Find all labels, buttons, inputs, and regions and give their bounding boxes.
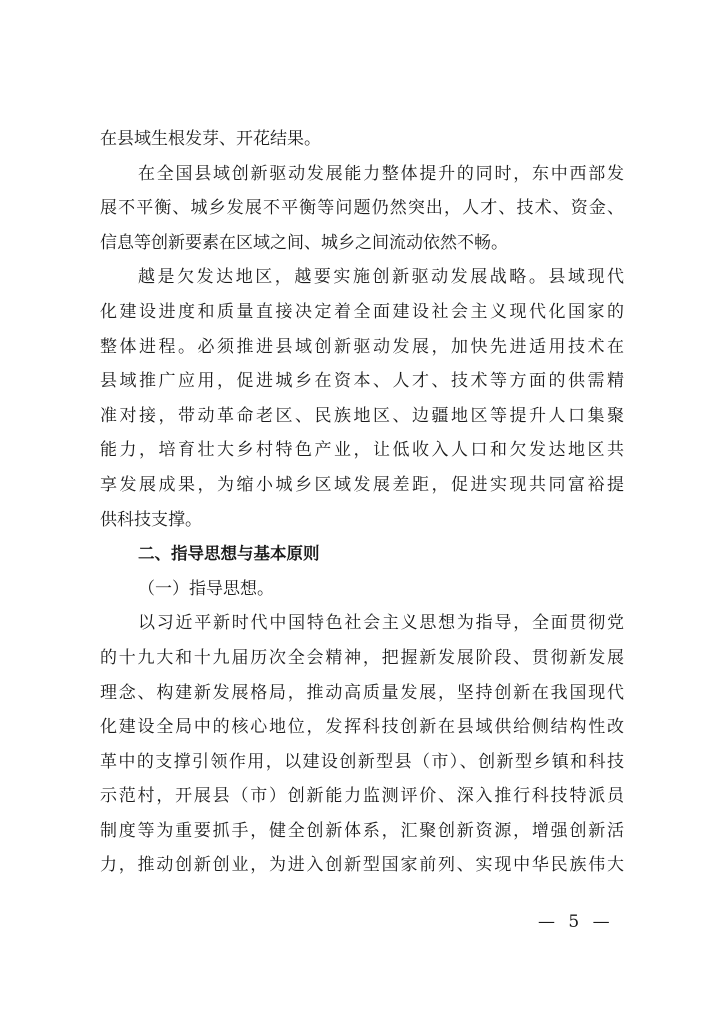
text-line: 享发展成果，为缩小城乡区域发展差距，促进实现共同富裕提 [100,474,624,495]
text-line: 化建设全局中的核心地位，发挥科技创新在县域供给侧结构性改 [100,717,624,738]
text-line: 信息等创新要素在区域之间、城乡之间流动依然不畅。 [100,232,508,253]
section-heading: 二、指导思想与基本原则 [138,544,320,564]
text-line: 力，推动创新创业，为进入创新型国家前列、实现中华民族伟大 [100,855,624,876]
subsection-heading: （一）指导思想。 [138,578,274,599]
document-body [100,122,624,883]
text-line: 示范村，开展县（市）创新能力监测评价、深入推行科技特派员 [100,786,624,807]
text-line: 理念、构建新发展格局，推动高质量发展，坚持创新在我国现代 [100,682,624,703]
text-line: 化建设进度和质量直接决定着全面建设社会主义现代化国家的 [100,301,624,322]
text-line: 供科技支撑。 [100,509,202,530]
text-line: 能力，培育壮大乡村特色产业，让低收入人口和欠发达地区共 [100,440,624,461]
text-line: 越是欠发达地区，越要实施创新驱动发展战略。县域现代 [138,267,624,288]
text-line: 县域推广应用，促进城乡在资本、人才、技术等方面的供需精 [100,371,624,392]
text-line: 在全国县域创新驱动发展能力整体提升的同时，东中西部发 [138,163,624,184]
text-line: 的十九大和十九届历次全会精神，把握新发展阶段、贯彻新发展 [100,647,624,668]
text-line: 准对接，带动革命老区、民族地区、边疆地区等提升人口集聚 [100,405,624,426]
text-line: 制度等为重要抓手，健全创新体系，汇聚创新资源，增强创新活 [100,820,624,841]
text-line: 革中的支撑引领作用，以建设创新型县（市）、创新型乡镇和科技 [100,751,624,772]
text-line: 整体进程。必须推进县域创新驱动发展，加快先进适用技术在 [100,336,624,357]
text-line: 展不平衡、城乡发展不平衡等问题仍然突出，人才、技术、资金、 [100,198,624,219]
text-line: 在县域生根发芽、开花结果。 [100,129,321,149]
text-line: 以习近平新时代中国特色社会主义思想为指导，全面贯彻党 [138,613,624,634]
page-number: — 5 — [538,912,614,932]
